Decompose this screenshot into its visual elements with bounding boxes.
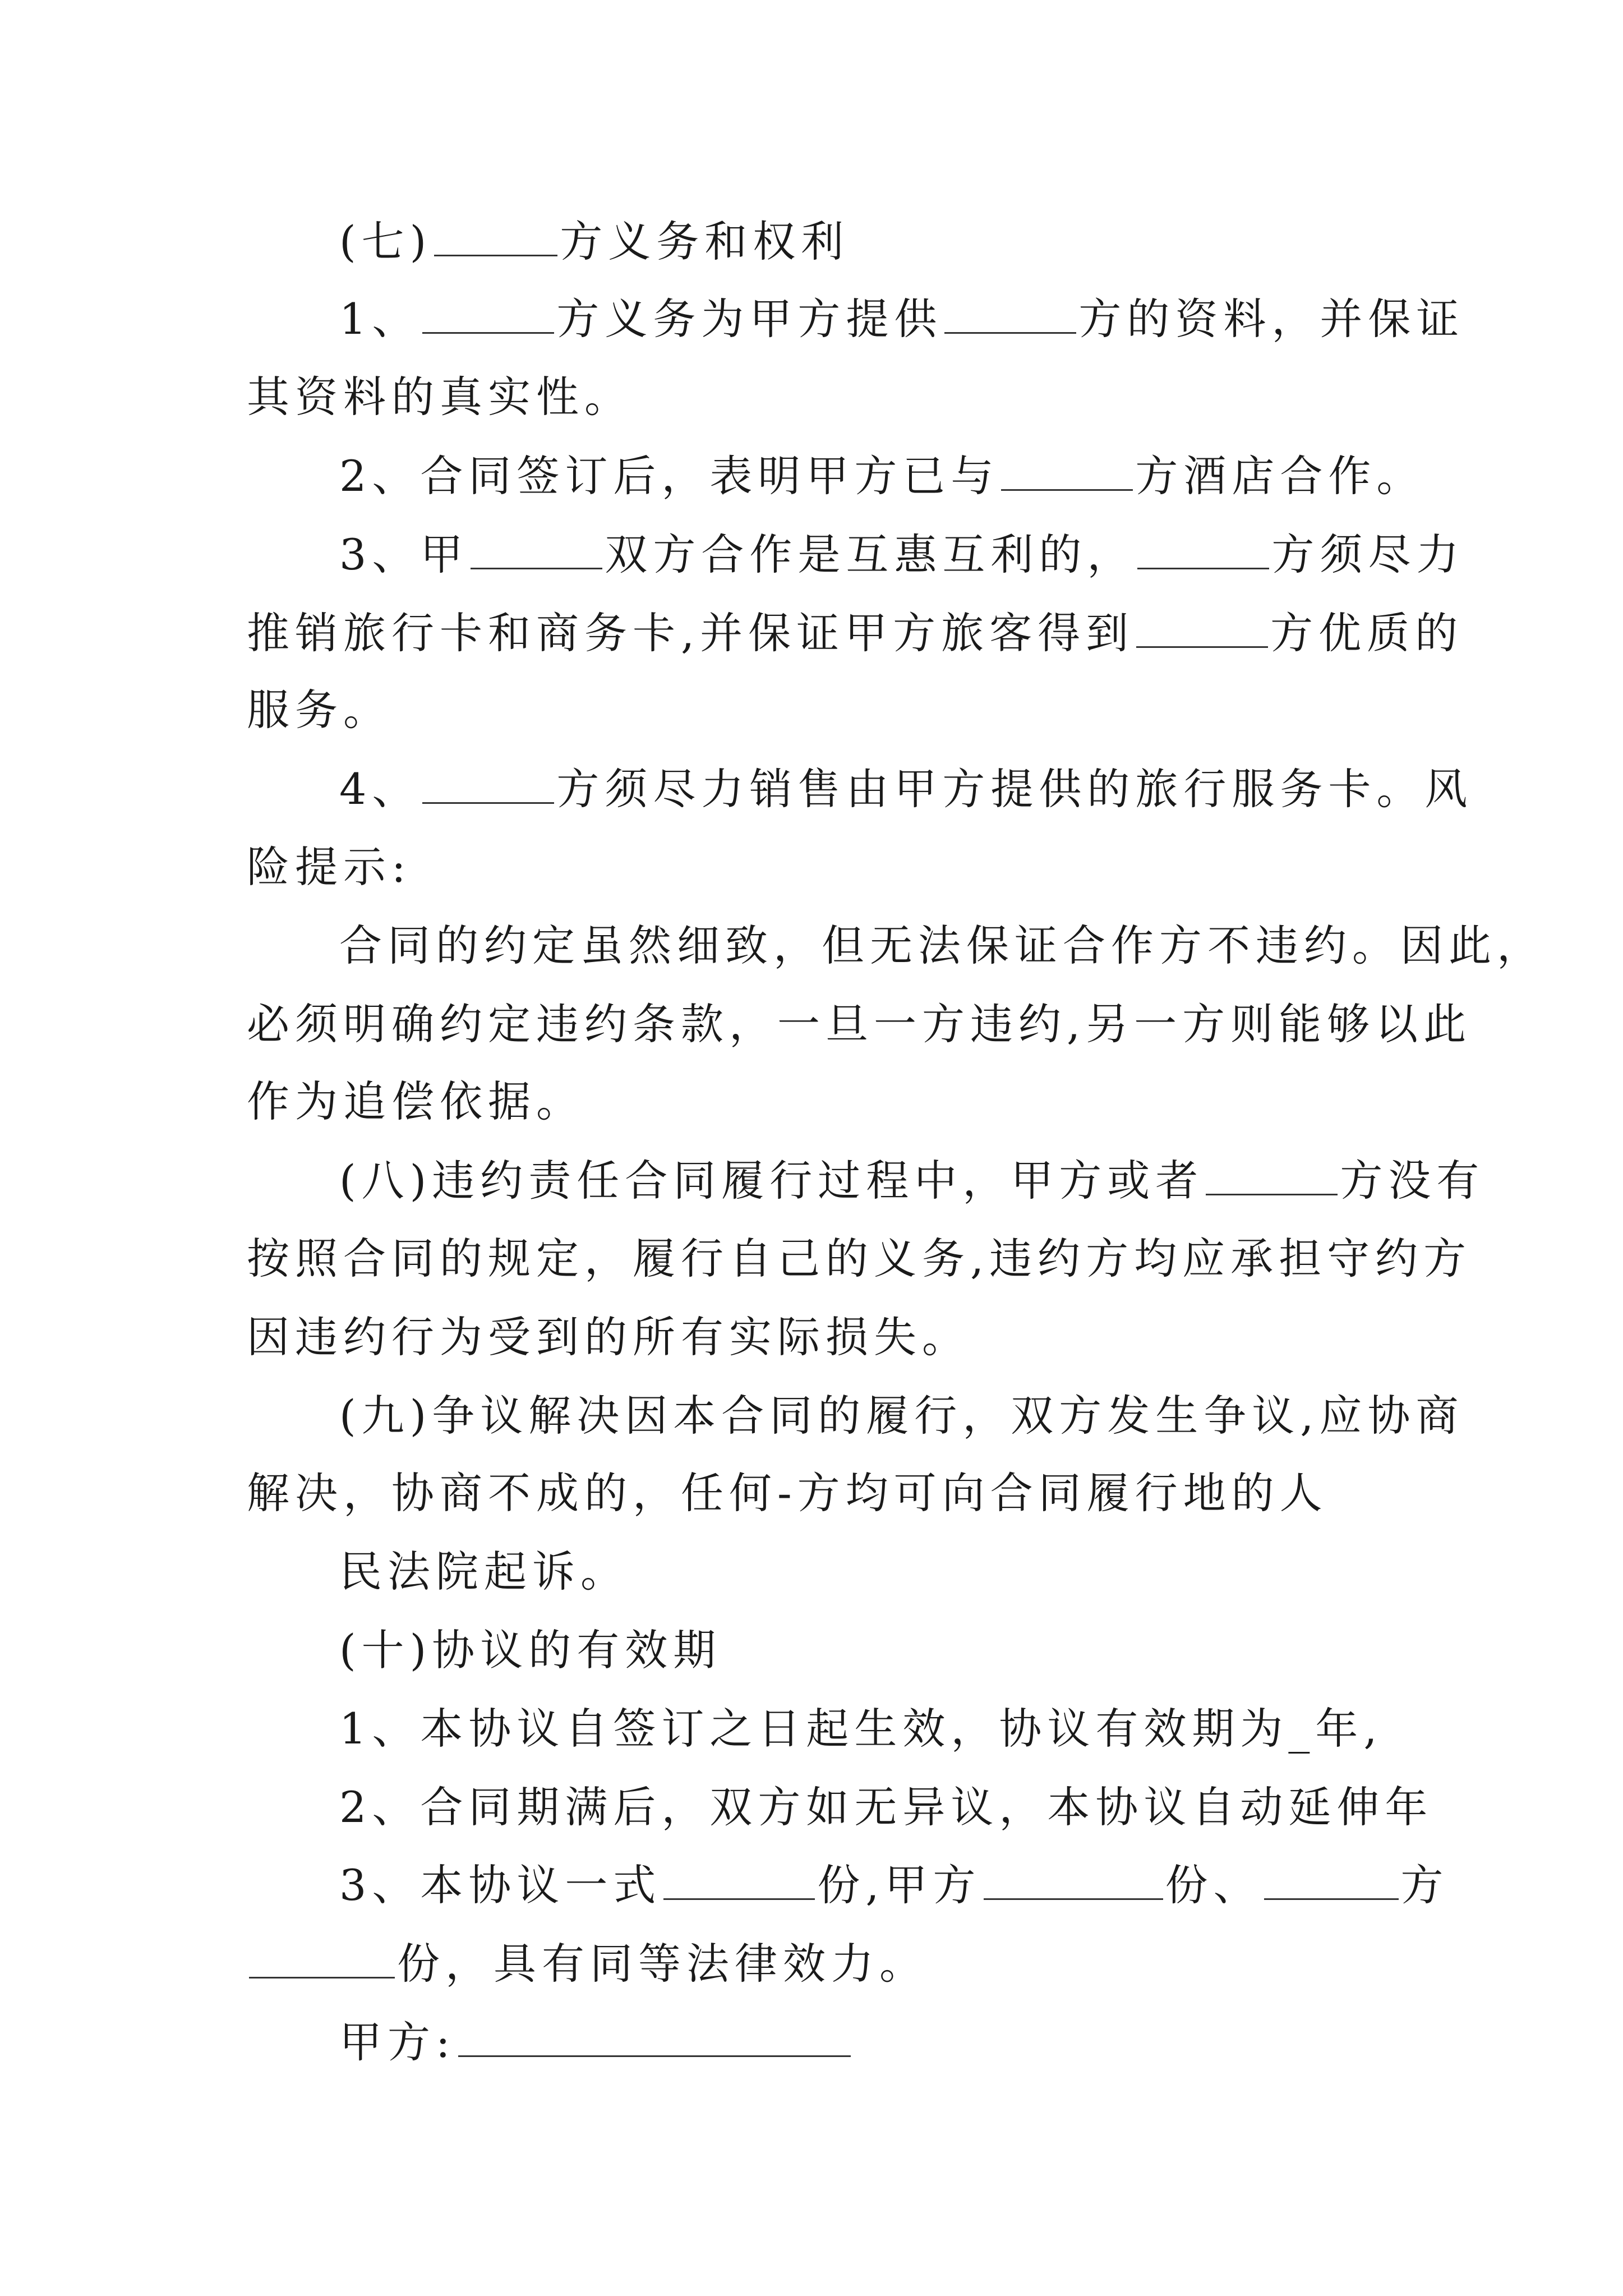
blank-line xyxy=(984,1864,1163,1900)
party-a-signature-line: 甲方: xyxy=(339,2021,853,2064)
section-8-line-2: 按照合同的规定，履行自己的义务,违约方均应承担守约方 xyxy=(247,1234,1472,1283)
section-10-heading: (十)协议的有效期 xyxy=(339,1625,722,1675)
clause-7-1-line-2: 其资料的真实性。 xyxy=(247,372,633,422)
clause-10-1: 1、本协议自签订之日起生效，协议有效期为_年, xyxy=(339,1704,1383,1754)
blank-line xyxy=(1264,1864,1399,1900)
blank-line xyxy=(434,220,557,256)
blank-line xyxy=(422,297,554,334)
clause-7-1-line-1: 1、 方义务为甲方提供 方的资料，并保证 xyxy=(339,294,1465,344)
clause-10-3-line-1: 3、本协议一式 份,甲方 份、 方 xyxy=(339,1860,1449,1910)
blank-line xyxy=(422,767,554,804)
risk-note-line-1: 合同的约定虽然细致，但无法保证合作方不违约。因此， xyxy=(339,921,1545,970)
clause-7-4-line-2: 险提示: xyxy=(247,842,412,892)
risk-note-line-2: 必须明确约定违约条款，一旦一方违约,另一方则能够以此 xyxy=(247,999,1472,1049)
blank-line xyxy=(1206,1159,1338,1195)
section-9-line-3: 民法院起诉。 xyxy=(339,1547,629,1596)
clause-7-4-line-1: 4、 方须尽力销售由甲方提供的旅行服务卡。风 xyxy=(339,764,1473,814)
blank-line xyxy=(471,533,602,569)
signature-blank xyxy=(458,2021,851,2057)
clause-7-3-line-2: 推销旅行卡和商务卡,并保证甲方旅客得到 方优质的 xyxy=(247,608,1464,658)
clause-10-2: 2、合同期满后，双方如无异议，本协议自动延伸年 xyxy=(339,1782,1433,1832)
risk-note-line-3: 作为追偿依据。 xyxy=(247,1076,584,1126)
section-9-line-1: (九)争议解决因本合同的履行，双方发生争议,应协商 xyxy=(339,1391,1464,1441)
clause-10-3-line-2: 份，具有同等法律效力。 xyxy=(247,1942,928,1985)
section-8-line-1: (八)违约责任合同履行过程中，甲方或者 方没有 xyxy=(339,1156,1485,1205)
blank-line xyxy=(249,1942,395,1978)
clause-7-3-line-1: 3、甲 双方合作是互惠互利的， 方须尽力 xyxy=(339,530,1465,579)
blank-line xyxy=(1001,454,1133,491)
blank-line xyxy=(1136,611,1268,648)
blank-line xyxy=(663,1864,815,1900)
clause-7-3-line-3: 服务。 xyxy=(247,685,391,735)
section-8-line-3: 因违约行为受到的所有实际损失。 xyxy=(247,1312,970,1362)
blank-line xyxy=(1137,533,1269,569)
section-7-heading: (七) 方义务和权利 xyxy=(339,217,850,266)
blank-line xyxy=(944,297,1076,334)
clause-7-2: 2、合同签订后，表明甲方已与 方酒店合作。 xyxy=(339,451,1425,501)
section-9-line-2: 解决，协商不成的，任何-方均可向合同履行地的人 xyxy=(247,1468,1328,1518)
